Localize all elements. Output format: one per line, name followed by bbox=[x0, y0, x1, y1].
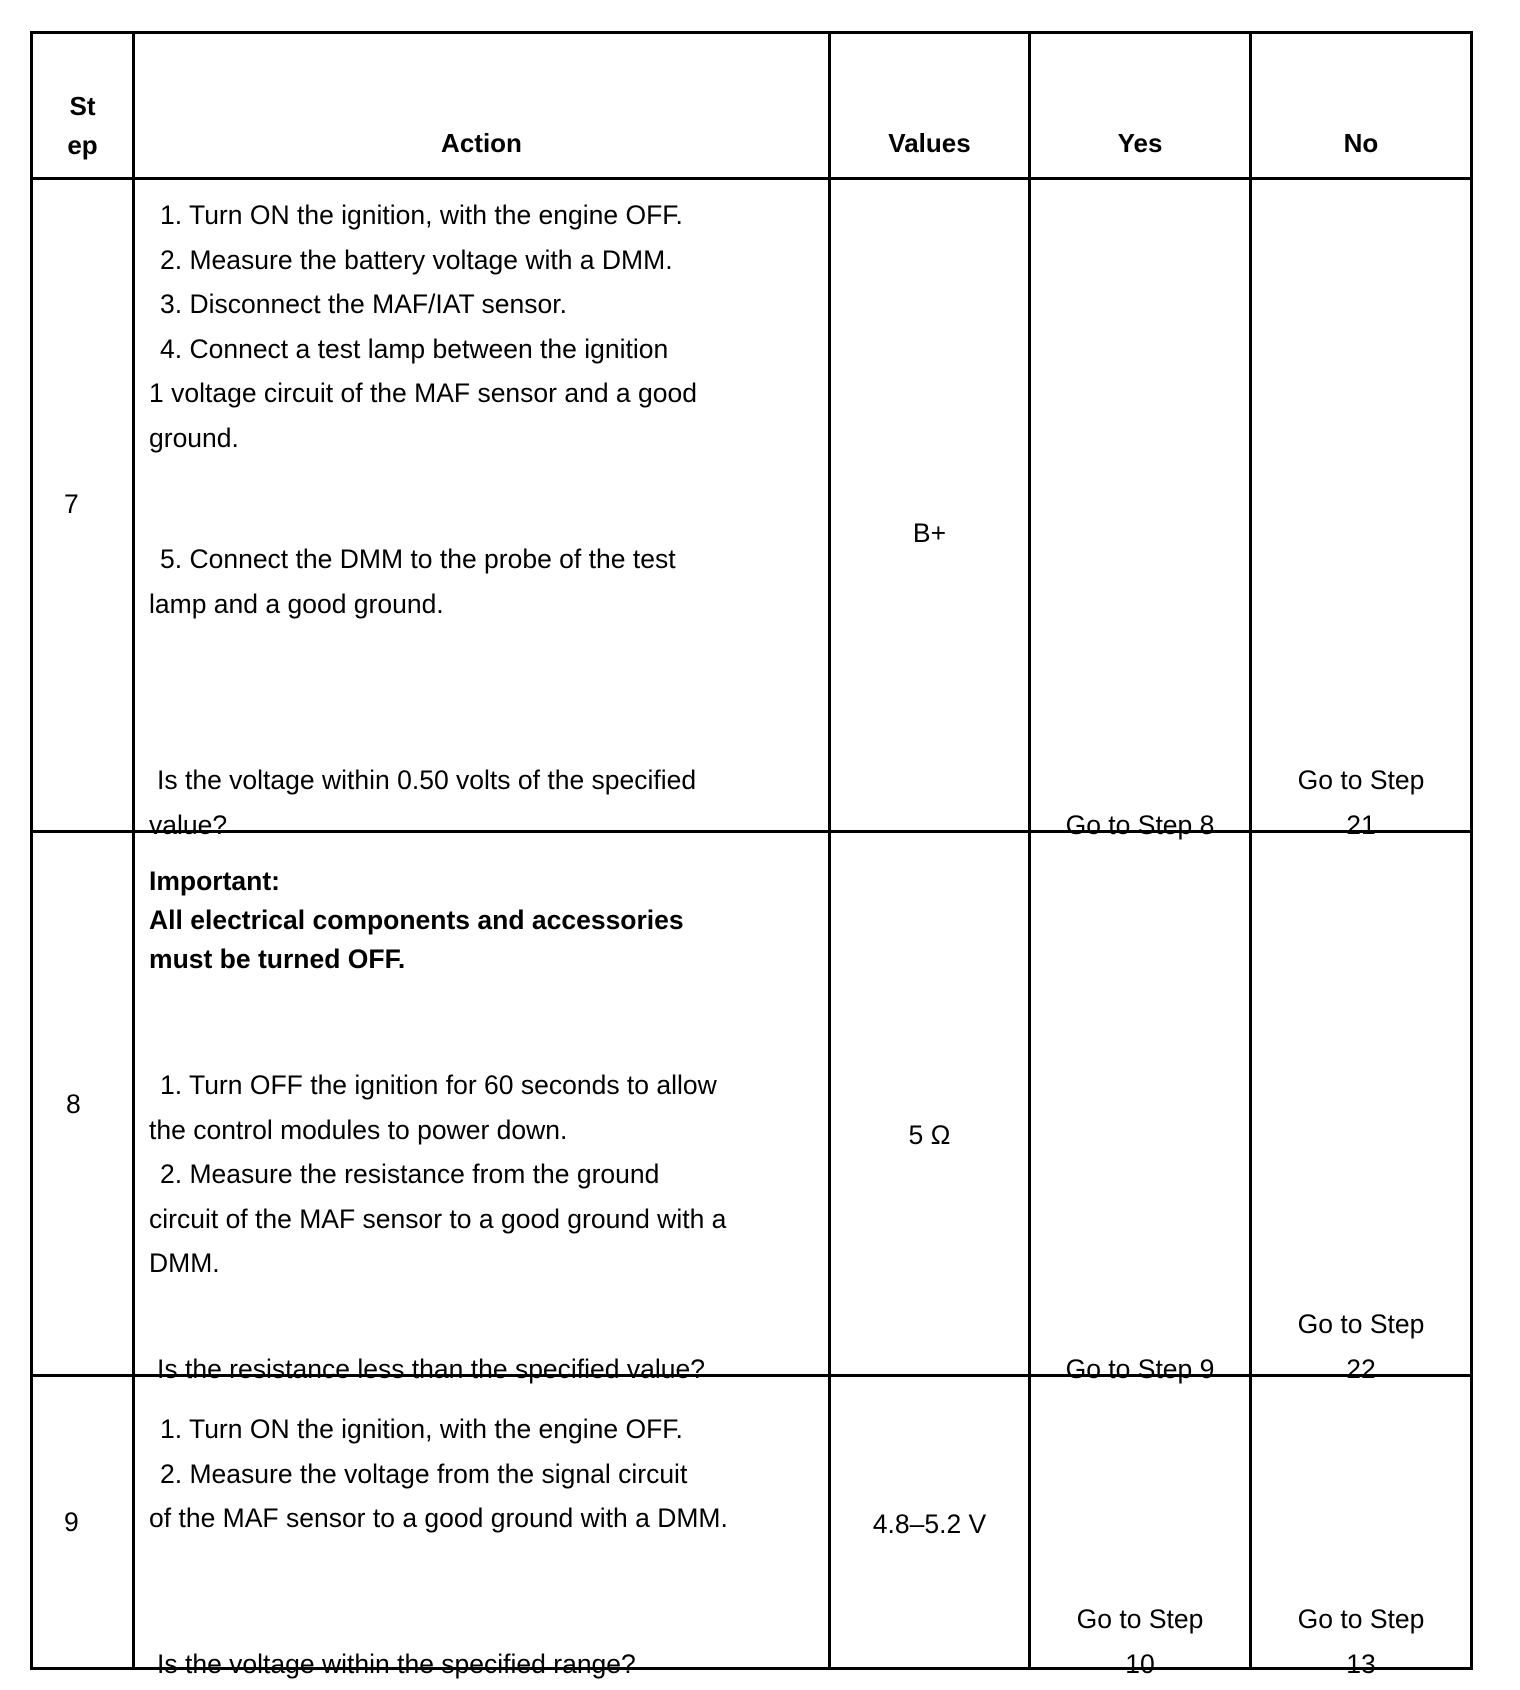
step-number: 7 bbox=[64, 489, 79, 519]
header-step: St ep bbox=[67, 91, 98, 160]
grid-line bbox=[30, 31, 1472, 34]
yes-text: Go to Step 8 bbox=[1065, 810, 1215, 840]
step-number: 8 bbox=[66, 1089, 81, 1119]
header-values: Values bbox=[888, 128, 971, 158]
value-text: 4.8–5.2 V bbox=[872, 1509, 987, 1539]
grid-line bbox=[132, 31, 135, 1670]
action-text: 1. Turn ON the ignition, with the engine OFF. 2. Measure the voltage from the signal circuit of the MAF sensor to a good ground with a DMM. bbox=[149, 1414, 728, 1533]
no-text: Go to Step 22 bbox=[1297, 1309, 1425, 1384]
yes-text: Go to Step 9 bbox=[1065, 1354, 1215, 1384]
action-text: 5. Connect the DMM to the probe of the test lamp and a good ground. bbox=[149, 544, 676, 619]
question-text: Is the resistance less than the specified value? bbox=[157, 1354, 705, 1384]
grid-line bbox=[1028, 31, 1031, 1670]
header-no: No bbox=[1343, 128, 1379, 158]
header-yes: Yes bbox=[1117, 128, 1163, 158]
no-text: Go to Step 21 bbox=[1297, 765, 1425, 840]
value-text: 5 Ω bbox=[908, 1120, 951, 1150]
value-text: B+ bbox=[912, 518, 947, 548]
action-text: 1. Turn OFF the ignition for 60 seconds to allow the control modules to power down. 2. Measure the resistance from the ground circuit of the MAF sensor to a good ground with a DMM. bbox=[149, 1070, 727, 1278]
important-note: Important: All electrical components and accessories must be turned OFF. bbox=[149, 866, 684, 974]
grid-line bbox=[1470, 31, 1473, 1670]
grid-line bbox=[30, 31, 33, 1670]
diagnostic-table bbox=[30, 31, 1472, 1679]
grid-line bbox=[30, 177, 1472, 180]
yes-text: Go to Step 10 bbox=[1076, 1604, 1204, 1679]
action-text: 1. Turn ON the ignition, with the engine OFF. 2. Measure the battery voltage with a DMM. 3. Disconnect the MAF/IAT sensor. 4. Connect a test lamp between the ignition 1 voltage circuit of the MAF sensor and a good ground. bbox=[149, 200, 697, 453]
no-text: Go to Step 13 bbox=[1297, 1604, 1425, 1679]
header-action: Action bbox=[441, 128, 522, 158]
grid-line bbox=[1249, 31, 1252, 1670]
question-text: Is the voltage within the specified range? bbox=[157, 1649, 636, 1679]
grid-line bbox=[828, 31, 831, 1670]
step-number: 9 bbox=[64, 1507, 79, 1537]
question-text: Is the voltage within 0.50 volts of the specified value? bbox=[149, 765, 697, 840]
